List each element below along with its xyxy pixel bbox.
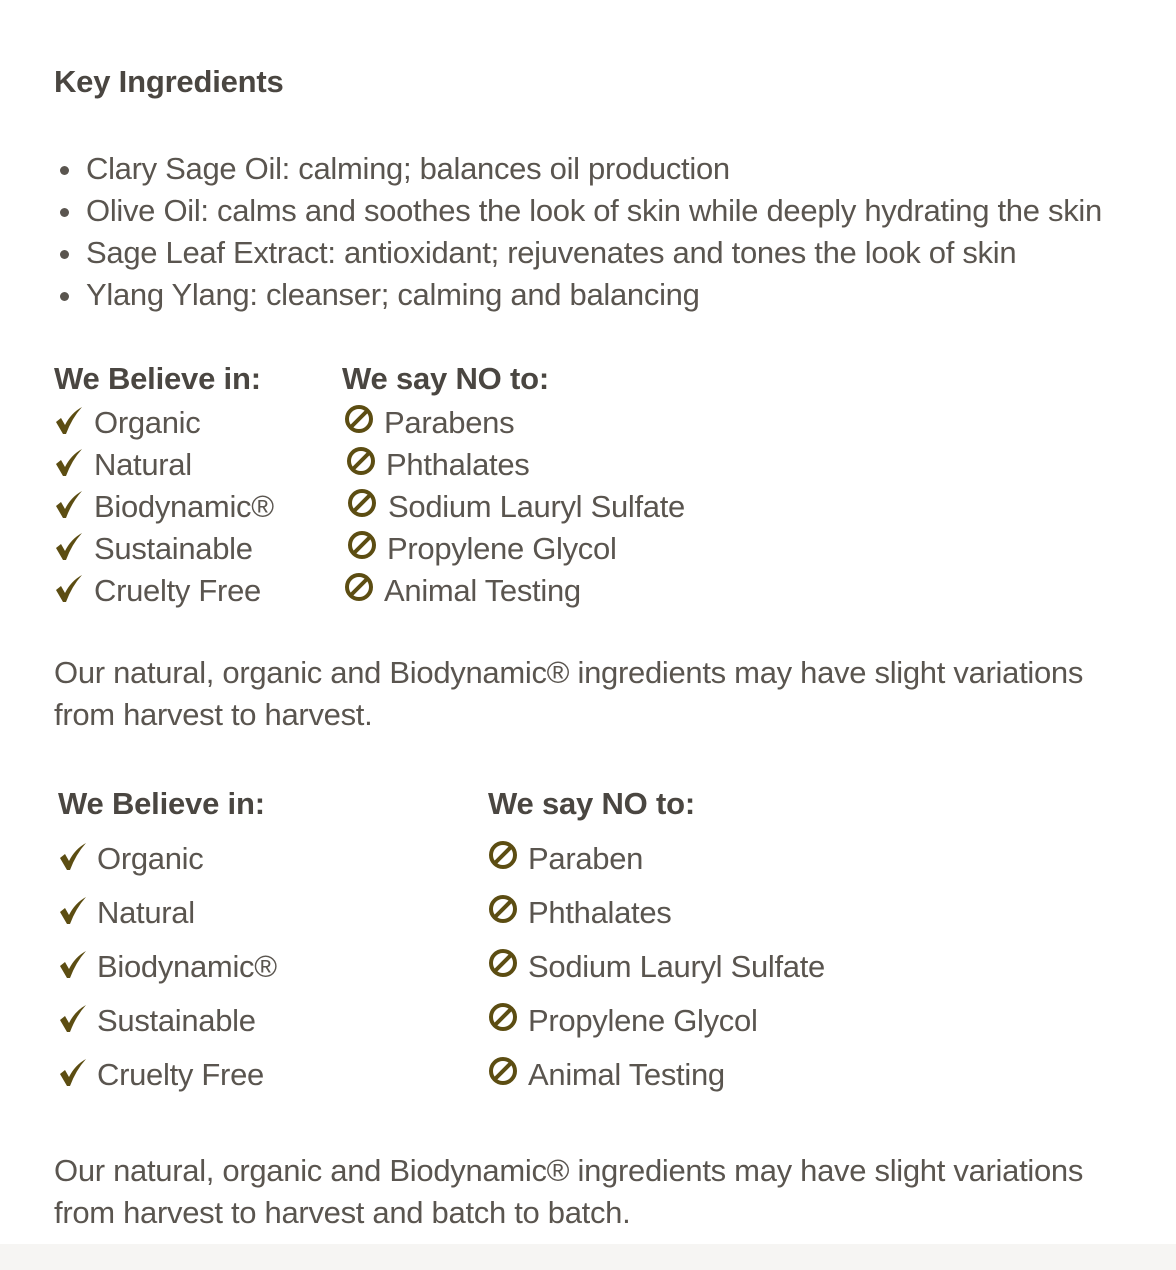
believe-item: [58, 840, 277, 894]
believe-item-label: Natural: [97, 895, 195, 930]
believe-item: [58, 948, 277, 1002]
checkmark-icon: [58, 950, 88, 980]
believe-item: [54, 572, 274, 614]
believe-title: We Believe in:: [54, 361, 261, 396]
no-item: [342, 446, 685, 488]
believe-item-label: Organic: [94, 405, 201, 440]
no-column-2: [488, 786, 825, 1110]
believe-item-label: Sustainable: [94, 531, 253, 566]
list-item: [54, 274, 1102, 316]
list-item: [54, 232, 1102, 274]
believe-item: [54, 404, 274, 446]
prohibited-icon: [347, 530, 377, 560]
variation-note-2: Our natural, organic and Biodynamic® ingredients may have slight variations from harvest to harvest and batch to batch.: [54, 1153, 1084, 1230]
believe-item-label: Biodynamic®: [94, 489, 274, 524]
list-item: [54, 148, 1102, 190]
no-item: [488, 1002, 825, 1056]
ingredient-text: Olive Oil: calms and soothes the look of skin while deeply hydrating the skin: [86, 193, 1102, 228]
no-item: [342, 572, 685, 614]
no-item: [342, 404, 685, 446]
believe-item: [54, 446, 274, 488]
believe-item-label: Natural: [94, 447, 192, 482]
believe-item: [58, 1056, 277, 1110]
no-item: [342, 488, 685, 530]
no-item: [342, 530, 685, 572]
believe-item-label: Organic: [97, 841, 204, 876]
key-ingredients-list: [54, 148, 1102, 316]
prohibited-icon: [488, 894, 518, 924]
no-item-label: Phthalates: [386, 447, 530, 482]
key-ingredients-heading: Key Ingredients: [54, 64, 284, 99]
bullet-icon: [60, 166, 69, 175]
prohibited-icon: [488, 948, 518, 978]
believe-item-label: Biodynamic®: [97, 949, 277, 984]
believe-item-label: Cruelty Free: [97, 1057, 264, 1092]
prohibited-icon: [344, 572, 374, 602]
no-column-1: [342, 362, 685, 614]
no-title: We say NO to:: [488, 786, 695, 821]
checkmark-icon: [58, 1004, 88, 1034]
no-item-label: Sodium Lauryl Sulfate: [528, 949, 825, 984]
no-item: [488, 840, 825, 894]
prohibited-icon: [347, 488, 377, 518]
no-item: [488, 1056, 825, 1110]
page-bottom-edge: [0, 1244, 1176, 1270]
no-item: [488, 948, 825, 1002]
no-item-label: Propylene Glycol: [528, 1003, 758, 1038]
no-item-label: Phthalates: [528, 895, 672, 930]
believe-column-2: [58, 786, 277, 1110]
believe-title: We Believe in:: [58, 786, 265, 821]
bullet-icon: [60, 250, 69, 259]
no-item-label: Parabens: [384, 405, 515, 440]
checkmark-icon: [54, 448, 84, 478]
no-item-label: Paraben: [528, 841, 644, 876]
no-item-label: Animal Testing: [384, 573, 581, 608]
bullet-icon: [60, 208, 69, 217]
believe-item: [58, 1002, 277, 1056]
believe-item-label: Cruelty Free: [94, 573, 261, 608]
ingredient-text: Ylang Ylang: cleanser; calming and balancing: [86, 277, 700, 312]
checkmark-icon: [58, 842, 88, 872]
checkmark-icon: [58, 896, 88, 926]
ingredient-text: Sage Leaf Extract: antioxidant; rejuvenates and tones the look of skin: [86, 235, 1017, 270]
list-item: [54, 190, 1102, 232]
ingredient-text: Clary Sage Oil: calming; balances oil production: [86, 151, 730, 186]
no-item-label: Propylene Glycol: [387, 531, 617, 566]
no-item-label: Sodium Lauryl Sulfate: [388, 489, 685, 524]
variation-note-1: Our natural, organic and Biodynamic® ingredients may have slight variations from harvest to harvest.: [54, 655, 1084, 732]
believe-item: [58, 894, 277, 948]
prohibited-icon: [344, 404, 374, 434]
prohibited-icon: [488, 1056, 518, 1086]
checkmark-icon: [54, 490, 84, 520]
checkmark-icon: [54, 574, 84, 604]
bullet-icon: [60, 292, 69, 301]
prohibited-icon: [488, 1002, 518, 1032]
checkmark-icon: [58, 1058, 88, 1088]
prohibited-icon: [346, 446, 376, 476]
prohibited-icon: [488, 840, 518, 870]
believe-column-1: [54, 362, 274, 614]
no-title: We say NO to:: [342, 361, 549, 396]
believe-item-label: Sustainable: [97, 1003, 256, 1038]
believe-item: [54, 488, 274, 530]
no-item: [488, 894, 825, 948]
believe-item: [54, 530, 274, 572]
checkmark-icon: [54, 406, 84, 436]
no-item-label: Animal Testing: [528, 1057, 725, 1092]
checkmark-icon: [54, 532, 84, 562]
